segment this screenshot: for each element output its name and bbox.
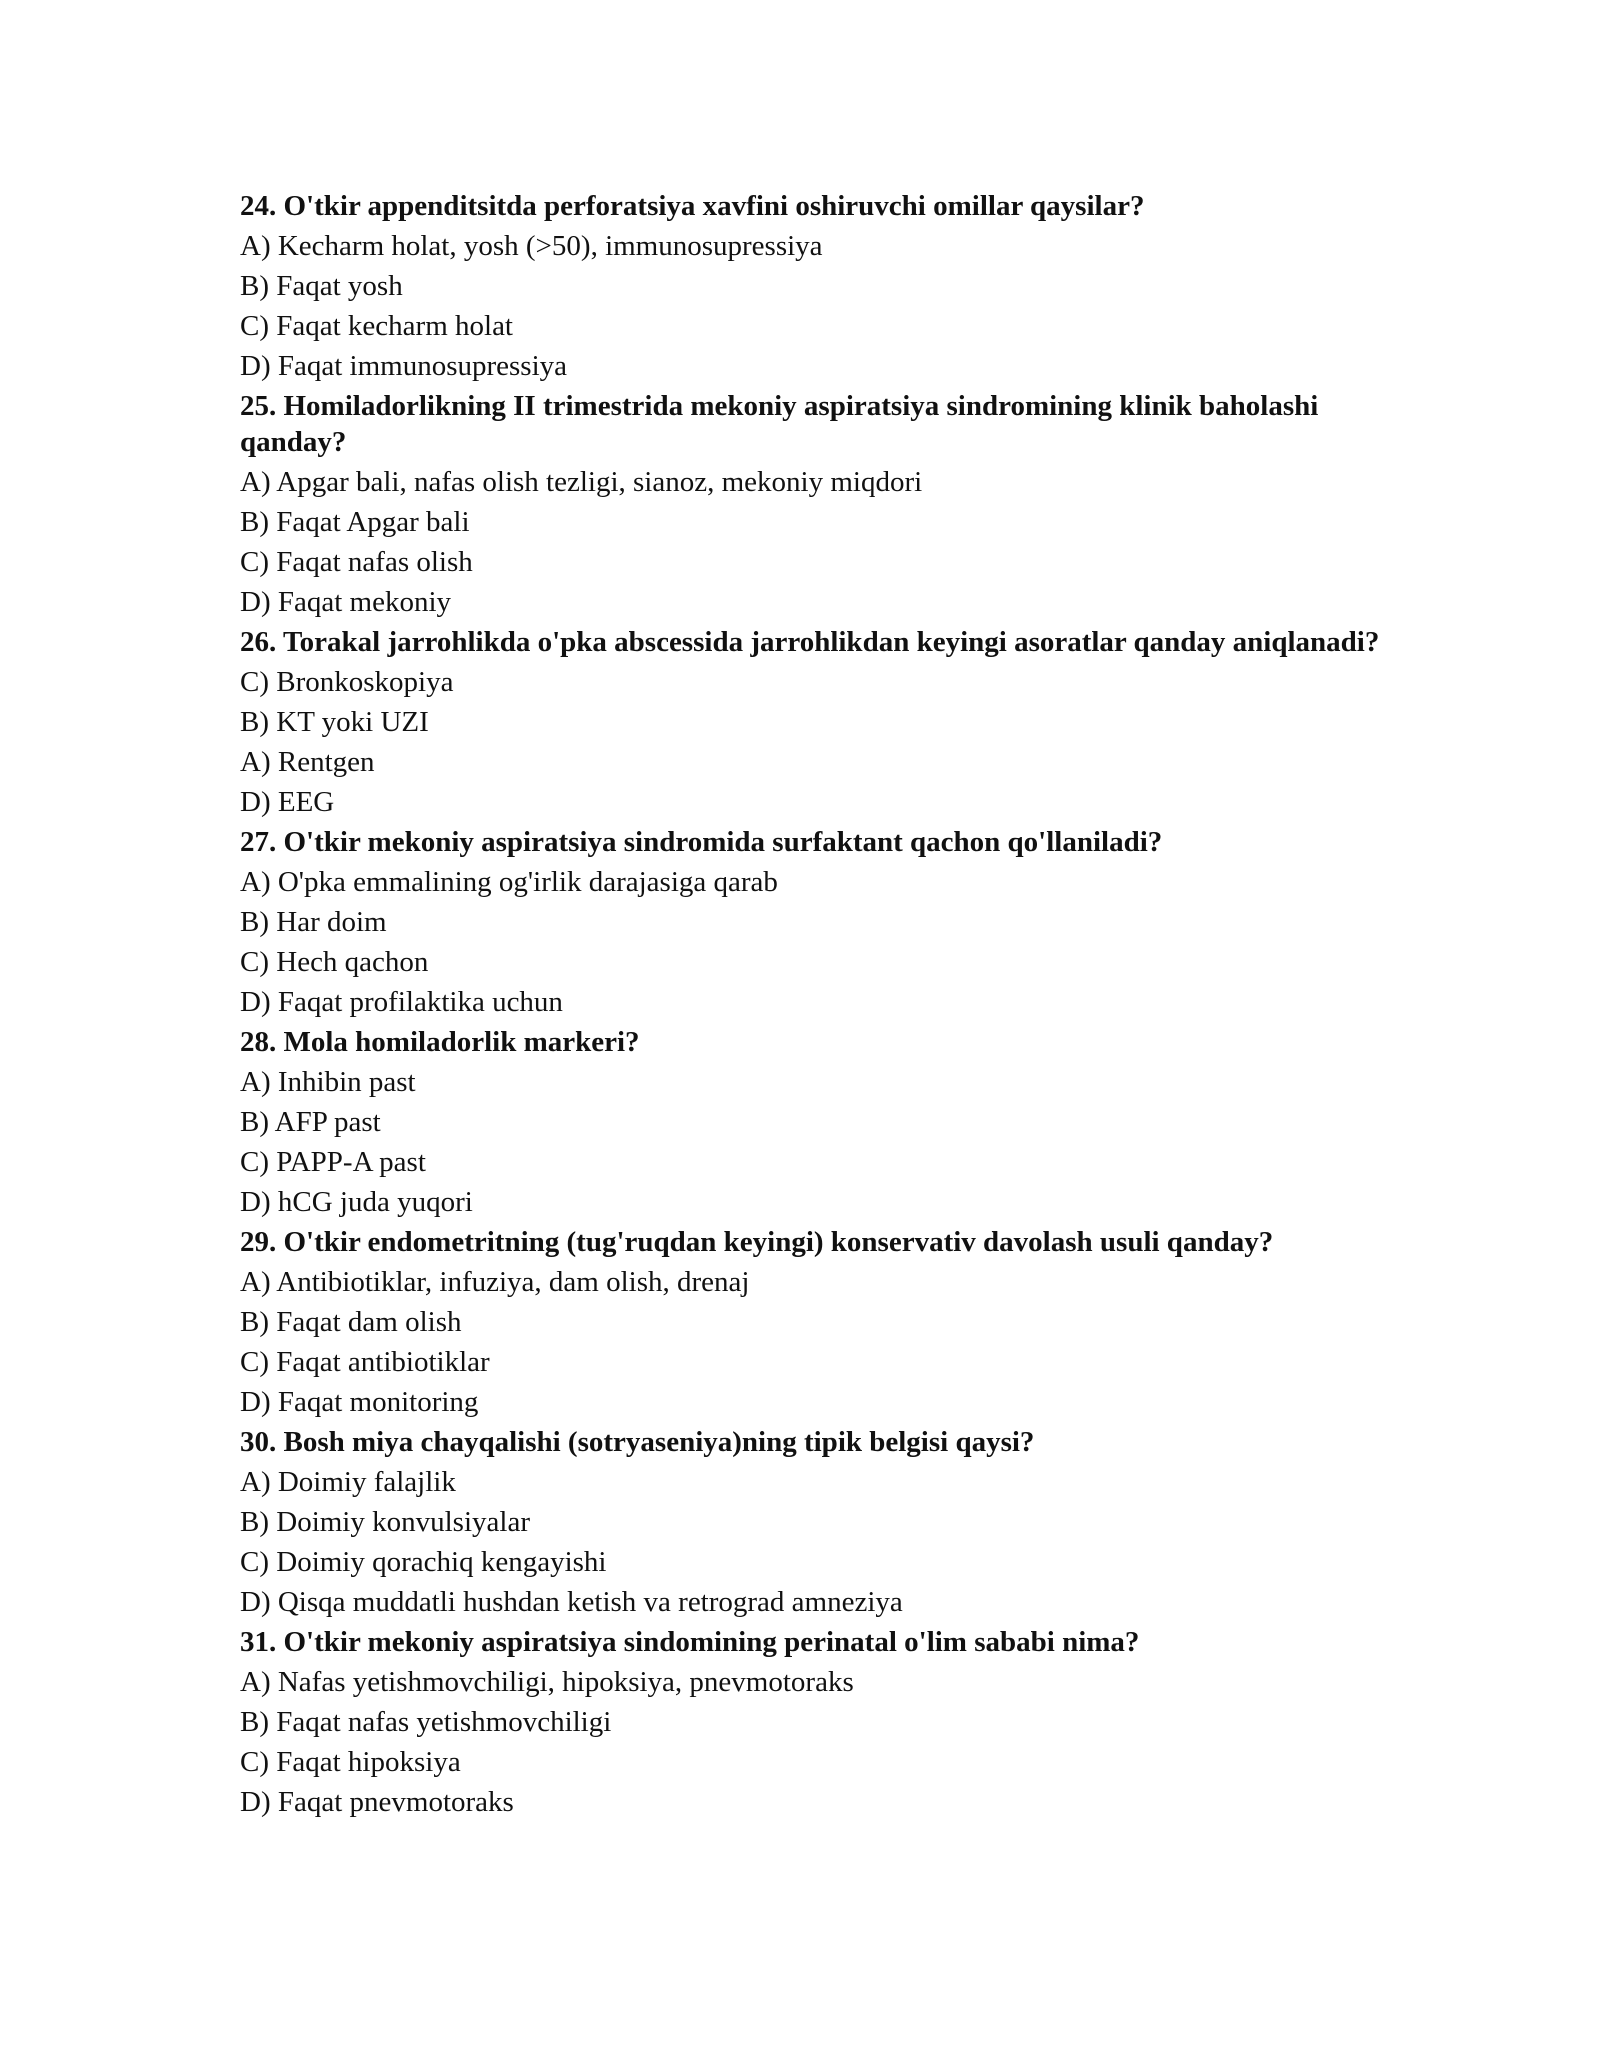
- answer-option: B) Faqat Apgar bali: [240, 506, 470, 538]
- answer-option: D) Qisqa muddatli hushdan ketish va retrograd amneziya: [240, 1586, 903, 1618]
- answer-option: C) Bronkoskopiya: [240, 666, 454, 698]
- question-title: 26. Torakal jarrohlikda o'pka abscessida jarrohlikdan keyingi asoratlar qanday aniqlanadi?: [240, 626, 1380, 658]
- question-25: [240, 386, 1400, 622]
- answer-option: D) Faqat pnevmotoraks: [240, 1786, 514, 1818]
- answer-option: B) Doimiy konvulsiyalar: [240, 1506, 530, 1538]
- answer-option: B) Har doim: [240, 906, 387, 938]
- question-title: 29. O'tkir endometritning (tug'ruqdan keyingi) konservativ davolash usuli qanday?: [240, 1226, 1274, 1258]
- answer-option: C) Faqat antibiotiklar: [240, 1346, 490, 1378]
- answer-option: A) Inhibin past: [240, 1066, 416, 1098]
- question-title: 25. Homiladorlikning II trimestrida mekoniy aspiratsiya sindromining klinik baholashi qanday?: [240, 390, 1319, 458]
- question-28: [240, 1022, 1400, 1222]
- answer-option: A) Antibiotiklar, infuziya, dam olish, drenaj: [240, 1266, 750, 1298]
- answer-option: C) PAPP-A past: [240, 1146, 426, 1178]
- answer-option: C) Faqat nafas olish: [240, 546, 473, 578]
- answer-option: D) Faqat immunosupressiya: [240, 350, 568, 382]
- question-24: [240, 186, 1400, 386]
- question-title: 30. Bosh miya chayqalishi (sotryaseniya)ning tipik belgisi qaysi?: [240, 1426, 1035, 1458]
- answer-option: A) Nafas yetishmovchiligi, hipoksiya, pnevmotoraks: [240, 1666, 854, 1698]
- question-list: [240, 186, 1400, 1822]
- question-31: [240, 1622, 1400, 1822]
- question-27: [240, 822, 1400, 1022]
- question-29: [240, 1222, 1400, 1422]
- answer-option: D) Faqat monitoring: [240, 1386, 479, 1418]
- answer-option: A) Rentgen: [240, 746, 375, 778]
- answer-option: C) Doimiy qorachiq kengayishi: [240, 1546, 607, 1578]
- answer-option: D) Faqat mekoniy: [240, 586, 452, 618]
- answer-option: B) Faqat yosh: [240, 270, 403, 302]
- question-30: [240, 1422, 1400, 1622]
- answer-option: B) KT yoki UZI: [240, 706, 429, 738]
- answer-option: B) Faqat dam olish: [240, 1306, 462, 1338]
- answer-option: D) Faqat profilaktika uchun: [240, 986, 563, 1018]
- question-title: 31. O'tkir mekoniy aspiratsiya sindomining perinatal o'lim sababi nima?: [240, 1626, 1140, 1658]
- question-title: 27. O'tkir mekoniy aspiratsiya sindromida surfaktant qachon qo'llaniladi?: [240, 826, 1163, 858]
- answer-option: C) Faqat kecharm holat: [240, 310, 513, 342]
- answer-option: D) hCG juda yuqori: [240, 1186, 473, 1218]
- answer-option: A) Doimiy falajlik: [240, 1466, 456, 1498]
- question-title: 24. O'tkir appenditsitda perforatsiya xavfini oshiruvchi omillar qaysilar?: [240, 190, 1145, 222]
- answer-option: C) Hech qachon: [240, 946, 429, 978]
- answer-option: B) AFP past: [240, 1106, 381, 1138]
- answer-option: C) Faqat hipoksiya: [240, 1746, 461, 1778]
- answer-option: D) EEG: [240, 786, 335, 818]
- question-title: 28. Mola homiladorlik markeri?: [240, 1026, 640, 1058]
- answer-option: A) Kecharm holat, yosh (>50), immunosupressiya: [240, 230, 823, 262]
- question-26: [240, 622, 1400, 822]
- answer-option: B) Faqat nafas yetishmovchiligi: [240, 1706, 612, 1738]
- answer-option: A) O'pka emmalining og'irlik darajasiga qarab: [240, 866, 778, 898]
- answer-option: A) Apgar bali, nafas olish tezligi, sianoz, mekoniy miqdori: [240, 466, 923, 498]
